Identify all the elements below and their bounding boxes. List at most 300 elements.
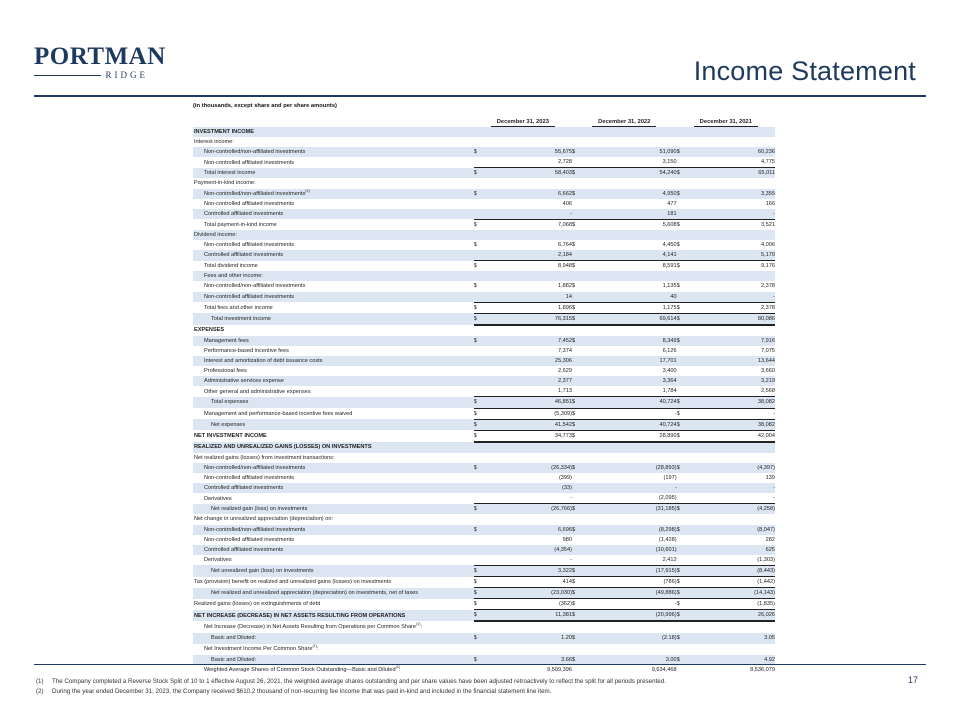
value-cell: [586, 644, 676, 655]
currency-symbol: [474, 545, 488, 555]
currency-symbol: $: [677, 463, 691, 473]
value-cell: [586, 325, 676, 336]
currency-symbol: [474, 199, 488, 209]
currency-symbol: $: [474, 147, 488, 157]
value-cell: -: [691, 493, 775, 504]
row-label: [193, 610, 474, 622]
row-label: [193, 189, 474, 199]
value-cell: 9,176: [761, 263, 775, 270]
row-label: [193, 473, 474, 483]
section-row: [193, 325, 775, 336]
table-row: [193, 261, 775, 272]
currency-symbol: [572, 665, 586, 676]
currency-symbol: [677, 209, 691, 220]
currency-symbol: [677, 473, 691, 483]
value-cell: 40: [586, 292, 676, 303]
currency-symbol: [474, 535, 488, 545]
page-number: 17: [907, 675, 918, 685]
table-row: [193, 545, 775, 555]
value-cell: (4,354): [488, 545, 572, 555]
value-cell: 8,948: [558, 263, 572, 270]
row-label: [193, 281, 474, 291]
currency-symbol: [677, 493, 691, 504]
row-label: [193, 302, 474, 313]
value-cell: 7,374: [558, 347, 572, 354]
currency-symbol: $: [474, 168, 488, 179]
table-row: [193, 240, 775, 250]
currency-symbol: $: [572, 577, 586, 588]
currency-symbol: $: [474, 430, 488, 442]
currency-symbol: [474, 453, 488, 463]
table-row: [193, 313, 775, 325]
currency-symbol: $: [677, 588, 691, 599]
table-row: [193, 453, 775, 463]
row-label-text: Net realized and unrealized appreciation (depreciation) on investments, net of taxes: [211, 590, 419, 597]
value-cell: 625: [691, 545, 775, 555]
currency-symbol: $: [572, 302, 586, 313]
row-label-text: Derivatives: [204, 495, 232, 502]
currency-symbol: $: [474, 565, 488, 576]
value-cell: -: [691, 483, 775, 493]
currency-symbol: $: [677, 302, 691, 313]
currency-symbol: [474, 483, 488, 493]
currency-symbol: [677, 292, 691, 303]
currency-symbol: $: [572, 189, 586, 199]
row-label-text: Weighted Average Shares of Common Stock Outstanding—Basic and Diluted: [204, 666, 396, 673]
currency-symbol: $: [474, 408, 488, 419]
currency-symbol: $: [677, 599, 691, 610]
row-label-text: Total fees and other income: [204, 304, 273, 311]
value-cell: 2,629: [558, 368, 572, 375]
value-cell: 26,026: [691, 610, 775, 622]
currency-symbol: [572, 493, 586, 504]
value-cell: 38,082: [691, 419, 775, 430]
value-cell: 1,175: [586, 302, 676, 313]
row-label-text: Non-controlled/non-affiliated investments: [204, 465, 306, 471]
value-cell: 3,322: [488, 565, 572, 576]
table-row: [193, 230, 775, 240]
value-cell: (786): [586, 577, 676, 588]
value-cell: [488, 442, 572, 453]
table-row: [193, 463, 775, 473]
table-row: [193, 397, 775, 408]
currency-symbol: [572, 292, 586, 303]
row-label-text: Dividend income:: [194, 231, 237, 238]
value-cell: (20,996): [586, 610, 676, 622]
table-row: [193, 157, 775, 168]
row-label-text: Non-controlled affiliated investments: [204, 242, 295, 249]
currency-symbol: $: [572, 336, 586, 346]
footnotes: [36, 677, 666, 697]
value-cell: 9,634,468: [651, 666, 677, 673]
currency-symbol: [474, 665, 488, 676]
value-cell: 5,170: [691, 250, 775, 261]
row-label-text: Controlled affiliated investments: [204, 485, 284, 492]
currency-symbol: $: [572, 504, 586, 515]
row-label: [193, 168, 474, 179]
row-label-text: Interest income:: [194, 139, 234, 146]
row-label: [193, 147, 474, 157]
value-cell: (1,428): [658, 536, 677, 543]
row-label: [193, 525, 474, 535]
value-cell: 3,660: [761, 368, 775, 375]
value-cell: 980: [562, 536, 572, 543]
value-cell: 55,675: [488, 147, 572, 157]
portman-ridge-logo: [34, 43, 166, 80]
value-cell: [488, 621, 572, 633]
value-cell: [691, 514, 775, 524]
value-cell: [586, 230, 676, 240]
value-cell: 3,219: [691, 376, 775, 386]
label-suffix: :: [420, 623, 422, 630]
value-cell: (399): [558, 475, 572, 482]
value-cell: 42,004: [691, 430, 775, 442]
row-label-text: Controlled affiliated investments: [204, 211, 284, 217]
value-cell: (5,309): [488, 408, 572, 419]
currency-symbol: [474, 271, 488, 281]
table-row: [193, 281, 775, 291]
value-cell: 3,400: [662, 368, 677, 375]
value-cell: [691, 137, 775, 147]
currency-symbol: [572, 178, 586, 188]
table-row: [193, 504, 775, 515]
currency-symbol: [572, 535, 586, 545]
table-row: [193, 555, 775, 566]
value-cell: (31,185): [586, 504, 676, 515]
footnote-mark: (2): [36, 688, 44, 695]
logo-rule: [34, 75, 101, 76]
currency-symbol: $: [677, 525, 691, 535]
row-label-text: Total expenses: [211, 399, 249, 406]
table-row: [193, 514, 775, 524]
footnote-ref: (1): [395, 664, 401, 669]
row-label: [193, 419, 474, 430]
table-row: [193, 621, 775, 633]
currency-symbol: [677, 665, 691, 676]
currency-symbol: [572, 325, 586, 336]
table-row: [193, 386, 775, 397]
value-cell: 40,724: [586, 397, 676, 408]
value-cell: [586, 127, 676, 137]
value-cell: 7,075: [761, 347, 775, 354]
row-label: [193, 366, 474, 376]
currency-symbol: $: [474, 189, 488, 199]
currency-symbol: $: [572, 408, 586, 419]
value-cell: [691, 325, 775, 336]
value-cell: -: [691, 408, 775, 419]
row-label-text: Fees and other income:: [204, 273, 263, 280]
value-cell: 11,381: [488, 610, 572, 622]
row-label: [193, 514, 474, 524]
table-row: [193, 665, 775, 676]
currency-symbol: $: [676, 283, 680, 290]
row-label-text: Payment-in-kind income:: [194, 180, 256, 187]
row-label-text: NET INCREASE (DECREASE) IN NET ASSETS RESULTING FROM OPERATIONS: [194, 612, 406, 619]
row-label-text: Non-controlled affiliated investments: [204, 200, 295, 207]
row-label-text: Controlled affiliated investments: [204, 546, 284, 553]
footnote-text: During the year ended December 31, 2023, the Company received $610.2 thousand of non-recurring fee income that was paid in-kind and included in the financial statement line item.: [52, 688, 552, 695]
value-cell: 58,403: [488, 168, 572, 179]
column-header: December 31, 2023: [474, 117, 572, 127]
currency-symbol: $: [572, 430, 586, 442]
row-label: [193, 261, 474, 272]
currency-symbol: [677, 230, 691, 240]
units-note: (in thousands, except share and per share amounts): [193, 103, 337, 109]
currency-symbol: [677, 483, 691, 493]
currency-symbol: [572, 356, 586, 366]
value-cell: [488, 230, 572, 240]
row-label: [193, 250, 474, 261]
statement-rows: [193, 127, 775, 676]
currency-symbol: [474, 356, 488, 366]
value-cell: 2,378: [691, 302, 775, 313]
value-cell: [691, 453, 775, 463]
currency-symbol: $: [677, 633, 691, 643]
value-cell: 76,315: [488, 313, 572, 325]
value-cell: [691, 230, 775, 240]
table-row: [193, 302, 775, 313]
currency-symbol: $: [474, 504, 488, 515]
value-cell: 25,306: [488, 356, 572, 366]
row-label: [193, 442, 474, 453]
value-cell: 46,851: [488, 397, 572, 408]
value-cell: 41,542: [488, 419, 572, 430]
row-label: [193, 178, 474, 188]
row-label: [193, 555, 474, 566]
value-cell: (23,030): [488, 588, 572, 599]
value-cell: 6,764: [558, 242, 572, 249]
row-label-text: Tax (provision) benefit on realized and unrealized gains (losses) on investments: [194, 579, 392, 586]
currency-symbol: $: [474, 463, 488, 473]
currency-symbol: $: [572, 599, 586, 610]
footnote: [36, 687, 666, 697]
value-cell: 3.66: [488, 655, 572, 665]
currency-symbol: $: [474, 336, 488, 346]
currency-symbol: $: [474, 655, 488, 665]
row-label-text: Total investment income: [211, 315, 272, 322]
currency-symbol: $: [677, 577, 691, 588]
currency-symbol: [474, 325, 488, 336]
row-label: [193, 219, 474, 230]
value-cell: 3,355: [691, 189, 775, 199]
value-cell: [586, 178, 676, 188]
value-cell: -: [488, 555, 572, 566]
row-label: [193, 240, 474, 250]
value-cell: 7,916: [691, 336, 775, 346]
currency-symbol: $: [677, 610, 691, 622]
row-label-text: Professional fees: [204, 368, 247, 375]
currency-symbol: [572, 157, 586, 168]
currency-symbol: [474, 292, 488, 303]
row-label: [193, 665, 474, 676]
currency-symbol: [474, 366, 488, 376]
footnote-mark: (1): [36, 678, 44, 685]
row-label-text: Interest and amortization of debt issuance costs: [204, 358, 323, 365]
value-cell: 69,614: [586, 313, 676, 325]
value-cell: 282: [765, 536, 775, 543]
value-cell: (26,334): [488, 463, 572, 473]
table-row: [193, 577, 775, 588]
value-cell: 2,377: [488, 376, 572, 386]
value-cell: 38,082: [691, 397, 775, 408]
currency-symbol: $: [572, 313, 586, 325]
value-cell: 2,378: [761, 283, 775, 290]
footnote-ref: (1): [312, 643, 317, 648]
row-label: [193, 408, 474, 419]
value-cell: 3,521: [761, 221, 775, 228]
value-cell: -: [488, 493, 572, 504]
value-cell: [488, 453, 572, 463]
table-row: [193, 147, 775, 157]
row-label: [193, 644, 474, 655]
row-label: [193, 535, 474, 545]
currency-symbol: $: [474, 588, 488, 599]
row-label-text: Non-controlled/non-affiliated investments: [204, 283, 306, 290]
currency-symbol: [572, 346, 586, 356]
row-label: [193, 453, 474, 463]
row-label-text: Total dividend income: [204, 262, 258, 269]
value-cell: 4,450: [662, 242, 677, 249]
value-cell: [691, 644, 775, 655]
currency-symbol: [474, 137, 488, 147]
value-cell: 3,150: [586, 157, 676, 168]
value-cell: 7,068: [558, 221, 572, 228]
row-label: [193, 588, 474, 599]
currency-symbol: [572, 442, 586, 453]
value-cell: [586, 621, 676, 633]
row-label-text: REALIZED AND UNREALIZED GAINS (LOSSES) ON INVESTMENTS: [194, 444, 372, 451]
currency-symbol: $: [677, 565, 691, 576]
page-title: Income Statement: [693, 56, 916, 86]
value-cell: 8,536,079: [750, 666, 775, 673]
currency-symbol: $: [473, 221, 477, 228]
value-cell: (8,047): [691, 525, 775, 535]
currency-symbol: [677, 644, 691, 655]
row-label-text: Non-controlled affiliated investments: [204, 293, 295, 300]
section-row: [193, 430, 775, 442]
value-cell: 4,950: [586, 189, 676, 199]
row-label: [193, 356, 474, 366]
value-cell: (362): [488, 599, 572, 610]
table-row: [193, 644, 775, 655]
currency-symbol: $: [676, 221, 680, 228]
value-cell: 14: [488, 292, 572, 303]
currency-symbol: [677, 199, 691, 209]
value-cell: -: [586, 408, 676, 419]
currency-symbol: [677, 535, 691, 545]
table-row: [193, 209, 775, 220]
value-cell: 6,696: [488, 525, 572, 535]
income-statement-table: [193, 117, 775, 676]
table-row: [193, 525, 775, 535]
row-label: [193, 209, 474, 220]
currency-symbol: [677, 157, 691, 168]
value-cell: (14,143): [691, 588, 775, 599]
currency-symbol: [572, 250, 586, 261]
currency-symbol: [572, 555, 586, 566]
table-row: [193, 599, 775, 610]
value-cell: 6,126: [662, 347, 677, 354]
currency-symbol: $: [676, 242, 680, 249]
value-cell: -: [691, 209, 775, 220]
currency-symbol: $: [676, 263, 680, 270]
row-label: [193, 565, 474, 576]
currency-symbol: $: [474, 577, 488, 588]
currency-symbol: [572, 199, 586, 209]
currency-symbol: $: [474, 397, 488, 408]
currency-symbol: $: [474, 419, 488, 430]
footnote-ref: (1): [416, 622, 421, 627]
table-row: [193, 346, 775, 356]
section-row: [193, 610, 775, 622]
currency-symbol: [474, 493, 488, 504]
currency-symbol: [677, 137, 691, 147]
table-row: [193, 565, 775, 576]
row-label: [193, 137, 474, 147]
currency-symbol: $: [677, 408, 691, 419]
currency-symbol: [474, 127, 488, 137]
row-label-text: Non-controlled affiliated investments: [204, 159, 295, 166]
value-cell: 477: [667, 200, 677, 207]
value-cell: (28,893): [586, 463, 676, 473]
currency-symbol: [677, 453, 691, 463]
currency-symbol: [572, 127, 586, 137]
row-label-text: Non-controlled affiliated investments: [204, 536, 295, 543]
value-cell: 13,644: [691, 356, 775, 366]
currency-symbol: $: [572, 168, 586, 179]
row-label-text: Net unrealized gain (loss) on investments: [211, 567, 314, 574]
row-label: [193, 230, 474, 240]
value-cell: 1,882: [558, 283, 572, 290]
value-cell: 17,701: [586, 356, 676, 366]
row-label-text: Net Increase (Decrease) in Net Assets Resulting from Operations per Common Share: [204, 623, 417, 630]
table-row: [193, 633, 775, 643]
currency-symbol: [474, 442, 488, 453]
currency-symbol: $: [474, 633, 488, 643]
value-cell: 2,412: [586, 555, 676, 566]
row-label-text: Administrative services expense: [204, 378, 284, 385]
label-suffix: :: [316, 645, 319, 652]
currency-symbol: $: [474, 313, 488, 325]
currency-symbol: [677, 376, 691, 386]
currency-symbol: $: [677, 655, 691, 665]
currency-symbol: [677, 545, 691, 555]
table-row: [193, 376, 775, 386]
currency-symbol: [572, 386, 586, 397]
row-label: [193, 430, 474, 442]
value-cell: 7,452: [488, 336, 572, 346]
row-label: [193, 292, 474, 303]
currency-symbol: [572, 545, 586, 555]
value-cell: [691, 127, 775, 137]
currency-symbol: $: [572, 283, 576, 290]
value-cell: (2.18): [586, 633, 676, 643]
footnote-text: The Company completed a Reverse Stock Split of 10 to 1 effective August 26, 2021, the weighted average shares outstanding and per share values have been adjusted retroactively to reflect the split for all periods presented.: [52, 678, 666, 685]
value-cell: [691, 621, 775, 633]
section-row: [193, 442, 775, 453]
table-row: [193, 137, 775, 147]
value-cell: 139: [765, 475, 775, 482]
currency-symbol: $: [572, 655, 586, 665]
table-row: [193, 336, 775, 346]
value-cell: (1,835): [691, 599, 775, 610]
value-cell: 4,775: [691, 157, 775, 168]
table-row: [193, 199, 775, 209]
currency-symbol: $: [572, 525, 586, 535]
table-row: [193, 168, 775, 179]
row-label-text: EXPENSES: [194, 327, 225, 334]
value-cell: 1,896: [488, 302, 572, 313]
